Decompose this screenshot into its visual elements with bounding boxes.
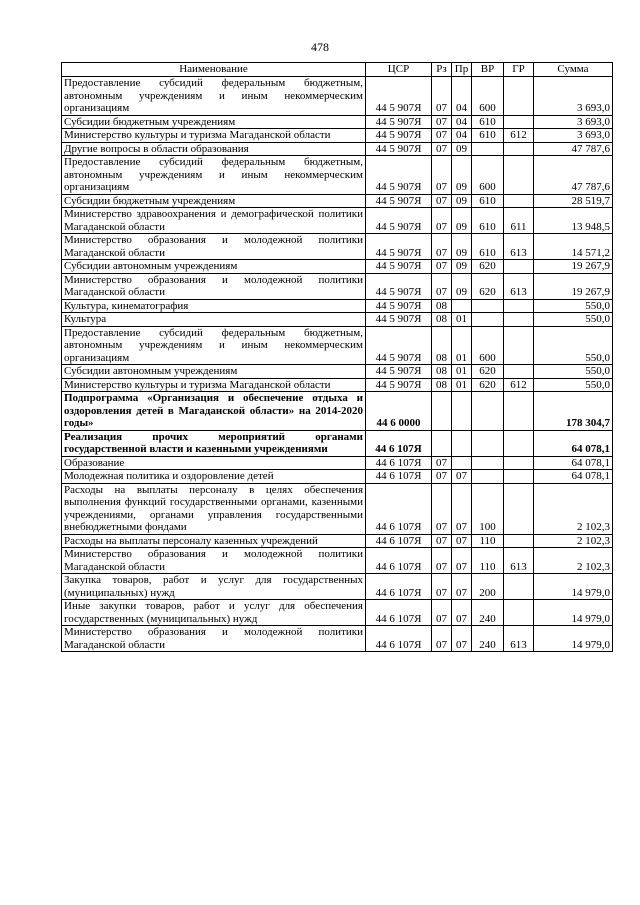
table-row xyxy=(62,142,613,156)
table-row xyxy=(62,194,613,208)
cell-pr: 09 xyxy=(452,273,472,299)
cell-csr: 44 5 907Я xyxy=(366,129,432,143)
table-row xyxy=(62,260,613,274)
cell-vr xyxy=(472,470,504,484)
cell-name: Предоставление субсидий федеральным бюджетным, автономным учреждениям и иным некоммерческим организациям xyxy=(62,326,366,365)
cell-vr xyxy=(472,392,504,431)
cell-rz: 07 xyxy=(432,234,452,260)
cell-pr: 01 xyxy=(452,378,472,392)
cell-vr: 610 xyxy=(472,208,504,234)
cell-name: Министерство культуры и туризма Магаданской области xyxy=(62,378,366,392)
column-header-csr: ЦСР xyxy=(366,63,432,77)
cell-gr xyxy=(504,299,534,313)
cell-sum: 3 693,0 xyxy=(534,129,613,143)
cell-sum: 550,0 xyxy=(534,299,613,313)
cell-name: Министерство образования и молодежной политики Магаданской области xyxy=(62,234,366,260)
cell-vr: 610 xyxy=(472,234,504,260)
cell-csr: 44 6 107Я xyxy=(366,574,432,600)
cell-rz: 07 xyxy=(432,483,452,534)
cell-gr: 613 xyxy=(504,548,534,574)
cell-vr xyxy=(472,430,504,456)
cell-sum: 64 078,1 xyxy=(534,456,613,470)
page-number: 478 xyxy=(311,40,329,54)
cell-sum: 28 519,7 xyxy=(534,194,613,208)
cell-pr: 09 xyxy=(452,208,472,234)
cell-name: Культура xyxy=(62,313,366,327)
cell-rz: 08 xyxy=(432,326,452,365)
cell-vr xyxy=(472,142,504,156)
cell-pr: 01 xyxy=(452,365,472,379)
cell-csr: 44 5 907Я xyxy=(366,260,432,274)
cell-rz: 07 xyxy=(432,260,452,274)
table-row xyxy=(62,326,613,365)
cell-sum: 19 267,9 xyxy=(534,260,613,274)
cell-name: Субсидии бюджетным учреждениям xyxy=(62,194,366,208)
cell-gr xyxy=(504,156,534,195)
table-row xyxy=(62,313,613,327)
table-row xyxy=(62,208,613,234)
cell-pr: 09 xyxy=(452,194,472,208)
cell-gr xyxy=(504,77,534,116)
cell-pr: 09 xyxy=(452,234,472,260)
cell-name: Иные закупки товаров, работ и услуг для обеспечения государственных (муниципальных) нужд xyxy=(62,600,366,626)
budget-table xyxy=(61,62,613,652)
cell-sum: 47 787,6 xyxy=(534,142,613,156)
cell-sum: 3 693,0 xyxy=(534,77,613,116)
table-row xyxy=(62,470,613,484)
cell-rz: 07 xyxy=(432,115,452,129)
cell-name: Министерство образования и молодежной политики Магаданской области xyxy=(62,626,366,652)
cell-csr: 44 5 907Я xyxy=(366,142,432,156)
cell-csr: 44 5 907Я xyxy=(366,299,432,313)
cell-sum: 550,0 xyxy=(534,378,613,392)
cell-csr: 44 5 907Я xyxy=(366,77,432,116)
cell-csr: 44 6 107Я xyxy=(366,470,432,484)
cell-sum: 550,0 xyxy=(534,365,613,379)
cell-name: Другие вопросы в области образования xyxy=(62,142,366,156)
cell-csr: 44 5 907Я xyxy=(366,378,432,392)
cell-vr: 600 xyxy=(472,77,504,116)
cell-vr: 610 xyxy=(472,129,504,143)
table-row xyxy=(62,365,613,379)
cell-name: Подпрограмма «Организация и обеспечение отдыха и оздоровления детей в Магаданской области» на 2014-2020 годы» xyxy=(62,392,366,431)
table-row xyxy=(62,77,613,116)
cell-gr xyxy=(504,365,534,379)
cell-rz: 08 xyxy=(432,313,452,327)
cell-sum: 47 787,6 xyxy=(534,156,613,195)
cell-sum: 2 102,3 xyxy=(534,483,613,534)
cell-name: Культура, кинематография xyxy=(62,299,366,313)
cell-name: Субсидии бюджетным учреждениям xyxy=(62,115,366,129)
column-header-rz: Рз xyxy=(432,63,452,77)
cell-gr: 611 xyxy=(504,208,534,234)
cell-sum: 14 979,0 xyxy=(534,626,613,652)
cell-gr xyxy=(504,260,534,274)
cell-pr: 07 xyxy=(452,470,472,484)
cell-vr: 100 xyxy=(472,483,504,534)
cell-vr: 240 xyxy=(472,600,504,626)
table-row xyxy=(62,156,613,195)
cell-csr: 44 5 907Я xyxy=(366,194,432,208)
cell-gr xyxy=(504,483,534,534)
cell-gr xyxy=(504,115,534,129)
cell-rz: 07 xyxy=(432,574,452,600)
cell-sum: 13 948,5 xyxy=(534,208,613,234)
cell-vr: 620 xyxy=(472,260,504,274)
cell-csr: 44 6 107Я xyxy=(366,534,432,548)
cell-vr: 620 xyxy=(472,273,504,299)
cell-name: Расходы на выплаты персоналу казенных учреждений xyxy=(62,534,366,548)
cell-rz: 07 xyxy=(432,77,452,116)
table-row xyxy=(62,234,613,260)
table-row xyxy=(62,600,613,626)
cell-gr: 613 xyxy=(504,234,534,260)
cell-pr xyxy=(452,456,472,470)
cell-rz: 08 xyxy=(432,299,452,313)
cell-pr: 01 xyxy=(452,326,472,365)
cell-pr: 09 xyxy=(452,156,472,195)
cell-name: Министерство образования и молодежной политики Магаданской области xyxy=(62,273,366,299)
cell-pr: 04 xyxy=(452,77,472,116)
cell-csr: 44 5 907Я xyxy=(366,234,432,260)
cell-gr xyxy=(504,313,534,327)
cell-csr: 44 5 907Я xyxy=(366,273,432,299)
cell-rz xyxy=(432,392,452,431)
cell-pr xyxy=(452,430,472,456)
cell-gr: 612 xyxy=(504,129,534,143)
cell-sum: 2 102,3 xyxy=(534,534,613,548)
cell-vr: 200 xyxy=(472,574,504,600)
cell-gr xyxy=(504,430,534,456)
table-row xyxy=(62,129,613,143)
table-row xyxy=(62,392,613,431)
cell-sum: 14 571,2 xyxy=(534,234,613,260)
cell-name: Предоставление субсидий федеральным бюджетным, автономным учреждениям и иным некоммерческим организациям xyxy=(62,156,366,195)
table-row xyxy=(62,548,613,574)
cell-rz: 08 xyxy=(432,365,452,379)
cell-vr: 600 xyxy=(472,156,504,195)
cell-name: Образование xyxy=(62,456,366,470)
cell-name: Молодежная политика и оздоровление детей xyxy=(62,470,366,484)
cell-csr: 44 5 907Я xyxy=(366,156,432,195)
cell-rz: 07 xyxy=(432,534,452,548)
cell-rz xyxy=(432,430,452,456)
cell-gr xyxy=(504,574,534,600)
cell-sum: 14 979,0 xyxy=(534,574,613,600)
header-row xyxy=(62,63,613,77)
cell-csr: 44 5 907Я xyxy=(366,115,432,129)
table-row xyxy=(62,456,613,470)
cell-name: Расходы на выплаты персоналу в целях обеспечения выполнения функций государственными органами, казенными учреждениями, органами управления государственными внебюджетными фондами xyxy=(62,483,366,534)
cell-rz: 08 xyxy=(432,378,452,392)
table-row xyxy=(62,299,613,313)
cell-vr xyxy=(472,299,504,313)
cell-rz: 07 xyxy=(432,600,452,626)
cell-name: Министерство культуры и туризма Магаданской области xyxy=(62,129,366,143)
table-row xyxy=(62,574,613,600)
cell-vr: 610 xyxy=(472,194,504,208)
cell-vr: 620 xyxy=(472,365,504,379)
cell-name: Субсидии автономным учреждениям xyxy=(62,365,366,379)
cell-vr: 620 xyxy=(472,378,504,392)
cell-sum: 550,0 xyxy=(534,313,613,327)
cell-gr xyxy=(504,470,534,484)
column-header-gr: ГР xyxy=(504,63,534,77)
cell-csr: 44 6 107Я xyxy=(366,483,432,534)
cell-csr: 44 6 107Я xyxy=(366,456,432,470)
cell-csr: 44 6 107Я xyxy=(366,626,432,652)
cell-csr: 44 6 0000 xyxy=(366,392,432,431)
column-header-pr: Пр xyxy=(452,63,472,77)
cell-name: Министерство здравоохранения и демографической политики Магаданской области xyxy=(62,208,366,234)
cell-rz: 07 xyxy=(432,156,452,195)
cell-vr: 240 xyxy=(472,626,504,652)
cell-csr: 44 5 907Я xyxy=(366,365,432,379)
cell-pr xyxy=(452,299,472,313)
table-row xyxy=(62,273,613,299)
cell-pr: 07 xyxy=(452,574,472,600)
cell-pr: 04 xyxy=(452,115,472,129)
cell-pr: 07 xyxy=(452,548,472,574)
column-header-sum: Сумма xyxy=(534,63,613,77)
cell-pr: 01 xyxy=(452,313,472,327)
table-row xyxy=(62,115,613,129)
table-row xyxy=(62,430,613,456)
cell-sum: 19 267,9 xyxy=(534,273,613,299)
cell-rz: 07 xyxy=(432,548,452,574)
cell-name: Субсидии автономным учреждениям xyxy=(62,260,366,274)
cell-pr xyxy=(452,392,472,431)
cell-sum: 3 693,0 xyxy=(534,115,613,129)
cell-csr: 44 5 907Я xyxy=(366,326,432,365)
cell-gr xyxy=(504,534,534,548)
column-header-vr: ВР xyxy=(472,63,504,77)
cell-csr: 44 5 907Я xyxy=(366,313,432,327)
cell-sum: 14 979,0 xyxy=(534,600,613,626)
cell-gr xyxy=(504,142,534,156)
cell-name: Реализация прочих мероприятий органами государственной власти и казенными учреждениями xyxy=(62,430,366,456)
cell-rz: 07 xyxy=(432,208,452,234)
cell-pr: 04 xyxy=(452,129,472,143)
cell-vr: 110 xyxy=(472,534,504,548)
cell-rz: 07 xyxy=(432,470,452,484)
cell-pr: 09 xyxy=(452,260,472,274)
cell-csr: 44 6 107Я xyxy=(366,600,432,626)
cell-rz: 07 xyxy=(432,129,452,143)
table-row xyxy=(62,626,613,652)
table-row xyxy=(62,534,613,548)
cell-pr: 07 xyxy=(452,600,472,626)
cell-csr: 44 6 107Я xyxy=(366,430,432,456)
cell-csr: 44 5 907Я xyxy=(366,208,432,234)
cell-rz: 07 xyxy=(432,273,452,299)
cell-gr: 612 xyxy=(504,378,534,392)
cell-vr: 610 xyxy=(472,115,504,129)
cell-rz: 07 xyxy=(432,142,452,156)
cell-gr xyxy=(504,456,534,470)
cell-sum: 178 304,7 xyxy=(534,392,613,431)
cell-gr: 613 xyxy=(504,273,534,299)
cell-name: Закупка товаров, работ и услуг для государственных (муниципальных) нужд xyxy=(62,574,366,600)
cell-sum: 2 102,3 xyxy=(534,548,613,574)
cell-vr: 600 xyxy=(472,326,504,365)
table-row xyxy=(62,378,613,392)
cell-rz: 07 xyxy=(432,456,452,470)
cell-pr: 07 xyxy=(452,626,472,652)
cell-vr xyxy=(472,456,504,470)
cell-gr xyxy=(504,600,534,626)
cell-name: Предоставление субсидий федеральным бюджетным, автономным учреждениям и иным некоммерческим организациям xyxy=(62,77,366,116)
cell-gr xyxy=(504,194,534,208)
cell-pr: 07 xyxy=(452,534,472,548)
cell-pr: 07 xyxy=(452,483,472,534)
cell-rz: 07 xyxy=(432,626,452,652)
cell-gr xyxy=(504,392,534,431)
cell-sum: 550,0 xyxy=(534,326,613,365)
cell-gr: 613 xyxy=(504,626,534,652)
table-row xyxy=(62,483,613,534)
cell-sum: 64 078,1 xyxy=(534,470,613,484)
cell-sum: 64 078,1 xyxy=(534,430,613,456)
column-header-name: Наименование xyxy=(62,63,366,77)
cell-vr: 110 xyxy=(472,548,504,574)
cell-name: Министерство образования и молодежной политики Магаданской области xyxy=(62,548,366,574)
cell-rz: 07 xyxy=(432,194,452,208)
cell-pr: 09 xyxy=(452,142,472,156)
cell-gr xyxy=(504,326,534,365)
cell-csr: 44 6 107Я xyxy=(366,548,432,574)
cell-vr xyxy=(472,313,504,327)
